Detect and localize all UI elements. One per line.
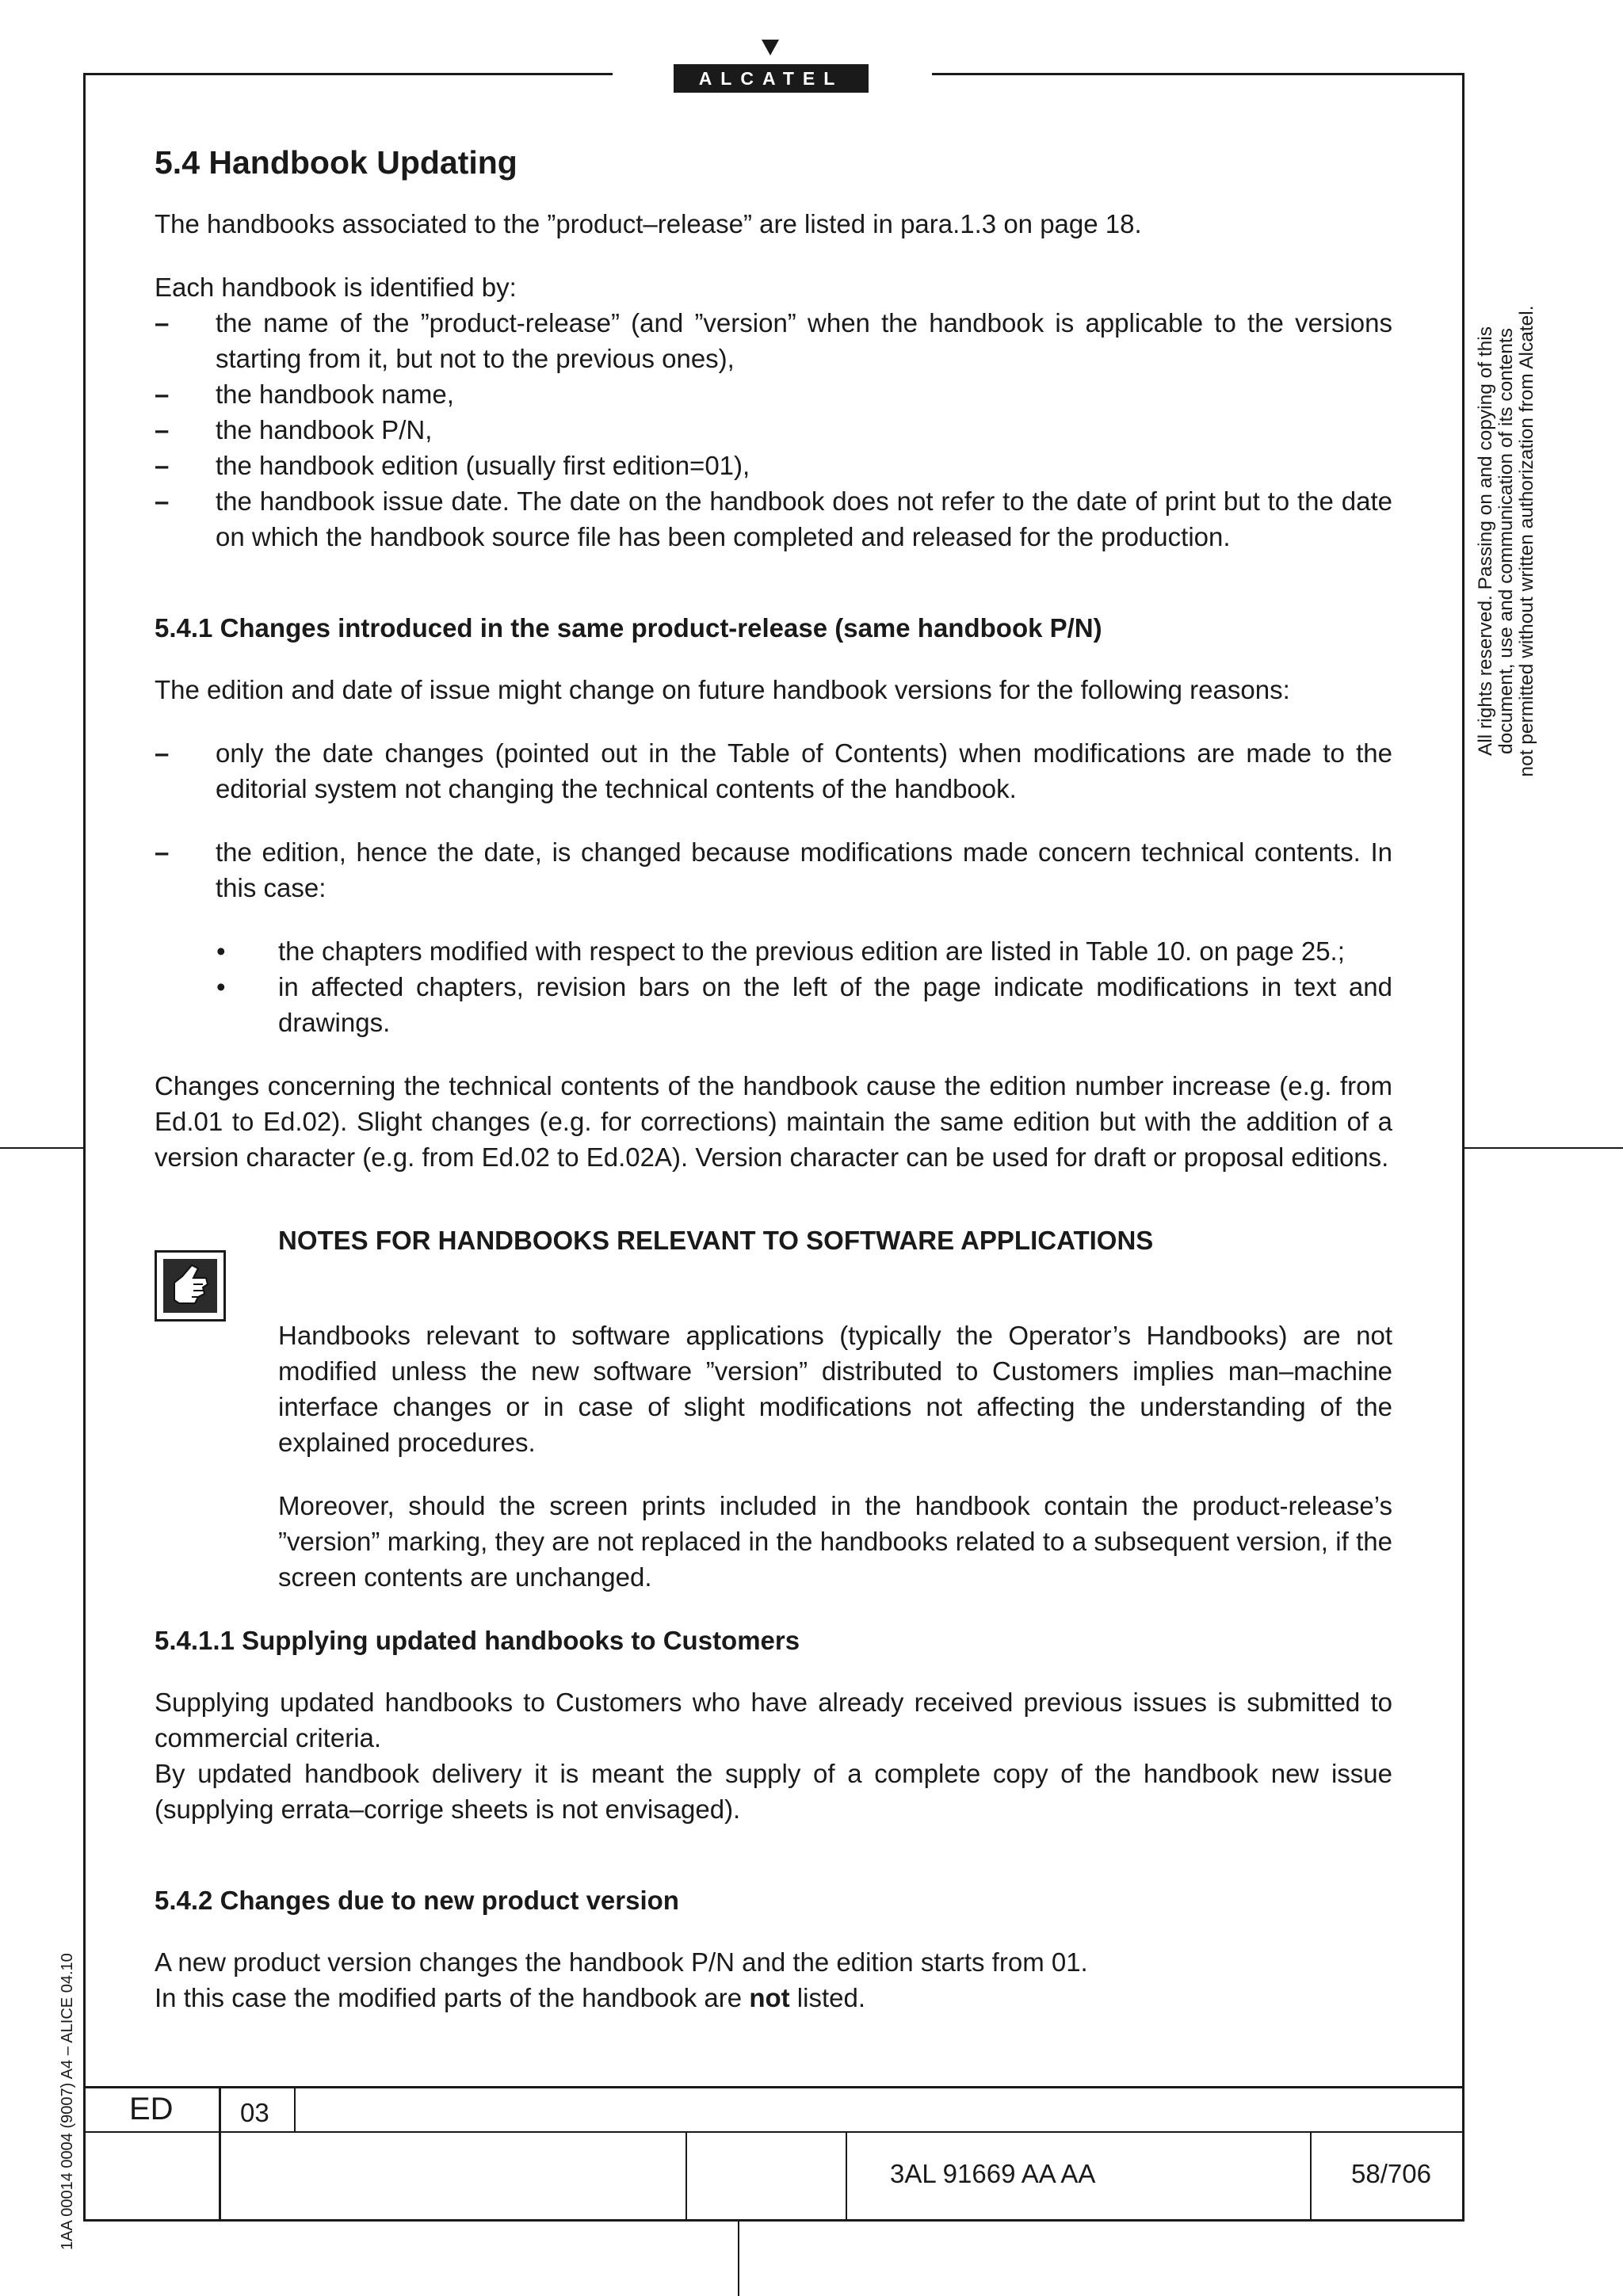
dash-mark: –	[155, 738, 170, 768]
subsection-5411-title: 5.4.1.1 Supplying updated handbooks to Customers	[155, 1626, 800, 1655]
list-item: – the handbook name,	[155, 376, 1392, 412]
subsection-542-title: 5.4.2 Changes due to new product version	[155, 1886, 679, 1915]
fold-mark-left	[0, 1147, 84, 1149]
list-item: – the handbook issue date. The date on the handbook does not refer to the date of print but to the date on which the handbook source file has been completed and released for the production.	[155, 483, 1392, 555]
list-item: – the handbook P/N,	[155, 412, 1392, 448]
copyright-line-3: not permitted without written authorization from Alcatel.	[1516, 305, 1537, 777]
page-content	[155, 143, 1392, 2016]
changes-paragraph: Changes concerning the technical contents of the handbook cause the edition number increase (e.g. from Ed.01 to Ed.02). Slight changes (e.g. for corrections) maintain the same edition but with the addition of a version character (e.g. from Ed.02 to Ed.02A). Version character can be used for draft or proposal editions.	[155, 1071, 1392, 1172]
note-block	[155, 1222, 1392, 1595]
copyright-line-1: All rights reserved. Passing on and copying of this	[1475, 326, 1496, 757]
footer-ed-value: 03	[240, 2098, 269, 2127]
list-item: – the edition, hence the date, is changed because modifications made concern technical contents. In this case:	[155, 834, 1392, 906]
identified-by: Each handbook is identified by:	[155, 273, 517, 302]
footer-page-number: 58/706	[1351, 2159, 1431, 2188]
copyright-notice	[1476, 276, 1539, 807]
bullet-item: • the chapters modified with respect to the previous edition are listed in Table 10. on page 25.;	[155, 933, 1392, 969]
note-title: NOTES FOR HANDBOOKS RELEVANT TO SOFTWARE APPLICATIONS	[278, 1226, 1154, 1255]
dash-mark: –	[155, 451, 170, 480]
note-paragraph-2: Moreover, should the screen prints included in the handbook contain the product-release’s ”version” marking, they are not replaced in the handbooks related to a subsequent version, if the screen contents are unchanged.	[278, 1491, 1392, 1592]
copyright-line-2: document, use and communication of its contents	[1495, 328, 1517, 754]
dash-mark: –	[155, 415, 170, 444]
subsection-541-intro: The edition and date of issue might change on future handbook versions for the following reasons:	[155, 675, 1290, 704]
dash-mark: –	[155, 308, 170, 338]
fold-mark-right	[1465, 1147, 1623, 1149]
emphasis-not: not	[749, 1983, 790, 2012]
subsection-542-line-1: A new product version changes the handbook P/N and the edition starts from 01.	[155, 1947, 1088, 1977]
section-title: 5.4 Handbook Updating	[155, 144, 517, 181]
bullet-item: • in affected chapters, revision bars on the left of the page indicate modifications in text and drawings.	[155, 969, 1392, 1040]
subsection-5411-para-1: Supplying updated handbooks to Customers who have already received previous issues is submitted to commercial criteria.	[155, 1688, 1392, 1753]
section-intro: The handbooks associated to the ”product–release” are listed in para.1.3 on page 18.	[155, 209, 1142, 238]
dash-mark: –	[155, 486, 170, 516]
dash-mark: –	[155, 837, 170, 867]
list-item: – only the date changes (pointed out in the Table of Contents) when modifications are made to the editorial system not changing the technical contents of the handbook.	[155, 735, 1392, 807]
bullet-mark: •	[216, 972, 226, 1001]
logo-arrow-icon	[762, 40, 779, 55]
list-item: – the name of the ”product-release” (and ”version” when the handbook is applicable to the versions starting from it, but not to the previous ones),	[155, 305, 1392, 376]
bullet-mark: •	[216, 936, 226, 966]
subsection-5411-para-2: By updated handbook delivery it is meant the supply of a complete copy of the handbook new issue (supplying errata–corrige sheets is not envisaged).	[155, 1759, 1392, 1824]
footer-doc-code: 3AL 91669 AA AA	[890, 2159, 1096, 2188]
list-item: – the handbook edition (usually first edition=01),	[155, 448, 1392, 483]
form-code-text: 1AA 00014 0004 (9007) A4 – ALICE 04.10	[59, 1953, 76, 2250]
frame-top-left-border	[83, 73, 613, 75]
fold-mark-bottom	[738, 2222, 739, 2296]
alcatel-logo: ALCATEL	[674, 64, 869, 93]
dash-mark: –	[155, 379, 170, 409]
form-code	[55, 1917, 79, 2250]
subsection-541-title: 5.4.1 Changes introduced in the same product-release (same handbook P/N)	[155, 613, 1102, 643]
note-paragraph-1: Handbooks relevant to software applications (typically the Operator’s Handbooks) are not modified unless the new software ”version” distributed to Customers implies man–machine interface changes or in case of slight modifications not affecting the understanding of the explained procedures.	[278, 1321, 1392, 1457]
subsection-542-line-2: In this case the modified parts of the handbook are not listed.	[155, 1983, 865, 2012]
frame-top-right-border	[932, 73, 1465, 75]
footer-table	[83, 2086, 1465, 2221]
footer-ed-label: ED	[129, 2092, 174, 2126]
note-hand-icon	[155, 1250, 226, 1322]
